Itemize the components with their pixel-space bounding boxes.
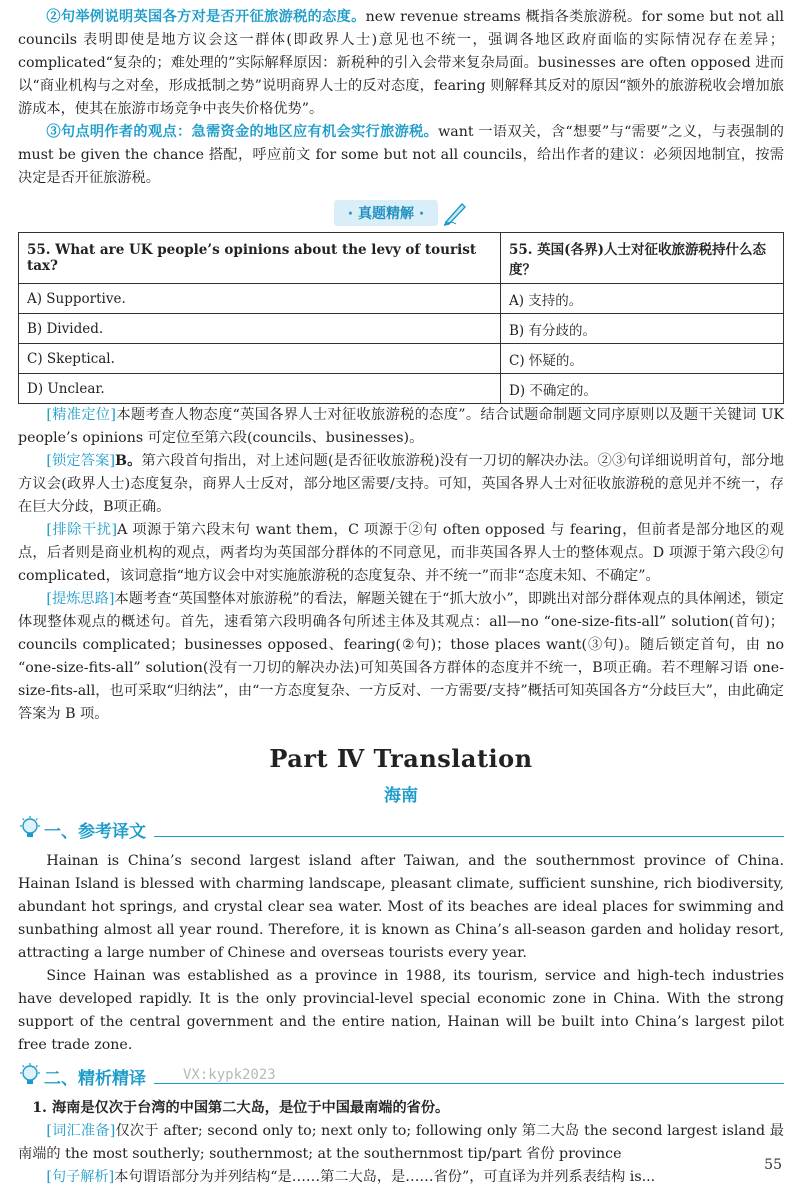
locate-tag: [精准定位]	[46, 407, 116, 423]
option-en: D) Unclear.	[19, 374, 501, 404]
option-zh: B) 有分歧的。	[501, 314, 784, 344]
analysis-answer	[18, 450, 784, 519]
method-tag: [提炼思路]	[46, 591, 115, 607]
option-zh: A) 支持的。	[501, 284, 784, 314]
section-1-rule	[154, 836, 784, 837]
analysis-method	[18, 588, 784, 726]
lightbulb-icon	[18, 815, 42, 843]
item-title: 1. 海南是仅次于台湾的中国第二大岛，是位于中国最南端的省份。	[32, 1100, 450, 1116]
exclude-tag: [排除干扰]	[46, 522, 118, 538]
option-en: C) Skeptical.	[19, 344, 501, 374]
answer-text: 第六段首句指出，对上述问题(是否征收旅游税)没有一刀切的解决办法。②③句详细说明首句，部分地方议会(政界人士)态度复杂，商界人士反对，部分地区需要/支持。可知，英国各界人士对征收旅游税的意见并不统一，存在巨大分歧，B项正确。	[18, 453, 784, 515]
syntax-text: 本句谓语部分为并列结构“是……第二大岛，是……省份”，可直译为并列系表结构 is...	[114, 1169, 656, 1185]
translation-paragraph-1: Hainan is China’s second largest island after Taiwan, and the southernmost province of China. Hainan Island is blessed with charming landscape, pleasant climate, sufficient sunshine, rich biodiversity, abundant hot springs, and crystal clear sea water. Most of its beaches are ideal places for swimming and sunbathing almost all year round. Therefore, it is known as China’s all-season garden and holiday resort, attracting a large number of Chinese and overseas tourists every year.	[18, 853, 784, 961]
table-row	[19, 374, 784, 404]
locate-text: 本题考查人物态度“英国各界人士对征收旅游税的态度”。结合试题命制题文同序原则以及题干关键词 UK people’s opinions 可定位至第六段(councils、businesses)。	[18, 407, 785, 446]
option-zh: C) 怀疑的。	[501, 344, 784, 374]
watermark-text: VX:kypk2023	[183, 1067, 276, 1083]
analysis-locate	[18, 404, 784, 450]
intro-lead-2: ③句点明作者的观点：急需资金的地区应有机会实行旅游税。	[46, 124, 439, 140]
method-text: 本题考查“英国整体对旅游税”的看法，解题关键在于“抓大放小”，即跳出对部分群体观点的具体阐述，锁定体现整体观点的概述句。首先，速看第六段明确各句所述主体及其观点：all—no “one-size-fits-all” solution(首句)；councils complicated；businesses opposed、fearing(②句)；those places want(③句)。随后锁定首句，由 no “one-size-fits-all” solution(没有一刀切的解决办法)可知英国各方群体的态度并不统一，B项正确。若不理解习语 one-size-fits-all，也可采取“归纳法”，由“一方态度复杂、一方反对、一方需要/支持”概括可知英国各方“分歧巨大”，由此确定答案为 B 项。	[18, 591, 784, 722]
table-header-row	[19, 233, 784, 284]
intro-text-2: want 一语双关，含“想要”与“需要”之义，与表强制的 must be given the chance 搭配，呼应前文 for some but not all councils，给出作者的建议：必须因地制宜，按需决定是否开征旅游税。	[18, 124, 784, 186]
option-en: B) Divided.	[19, 314, 501, 344]
answer-tag: [锁定答案]	[46, 453, 116, 469]
table-row	[19, 344, 784, 374]
part-title: Part Ⅳ Translation	[269, 744, 533, 773]
answer-letter: B。	[115, 453, 142, 469]
question-table	[18, 232, 784, 404]
section-1-label: 一、参考译文	[44, 821, 146, 842]
vocab-tag: [词汇准备]	[46, 1123, 116, 1139]
translation-paragraph-2: Since Hainan was established as a province in 1988, its tourism, service and high-tech industries have developed rapidly. It is the only provincial-level special economic zone in China. With the strong support of the central government and the entire nation, Hainan will be built into China’s largest pilot free trade zone.	[18, 968, 784, 1053]
pen-icon	[442, 200, 468, 226]
syntax-tag: [句子解析]	[46, 1169, 115, 1185]
section-banner	[18, 200, 784, 226]
table-row	[19, 284, 784, 314]
question-en: 55. What are UK people’s opinions about the levy of tourist tax?	[19, 233, 501, 284]
vocab-paragraph	[18, 1120, 784, 1166]
intro-lead-1: ②句举例说明英国各方对是否开征旅游税的态度。	[46, 9, 366, 25]
option-en: A) Supportive.	[19, 284, 501, 314]
banner-label: · 真题精解 ·	[334, 200, 438, 226]
section-2-label: 二、精析精译	[44, 1068, 146, 1089]
syntax-paragraph	[18, 1166, 784, 1189]
section-1-header	[18, 814, 784, 844]
option-zh: D) 不确定的。	[501, 374, 784, 404]
page-content	[18, 6, 784, 1189]
exclude-text: A 项源于第六段末句 want them，C 项源于②句 often opposed 与 fearing，但前者是部分地区的观点，后者则是商业机构的观点，两者均为英国部分群体的不同意见，而非英国各界人士的整体观点。D 项源于第六段②句 complicated，该词意指“地方议会中对实施旅游税的态度复杂、并不统一”而非“态度未知、不确定”。	[18, 522, 784, 584]
region-title: 海南	[384, 786, 418, 806]
lightbulb-icon	[18, 1062, 42, 1090]
analysis-exclude	[18, 519, 784, 588]
page-number: 55	[764, 1157, 782, 1173]
section-2-header	[18, 1061, 784, 1091]
intro-paragraph-1	[18, 6, 784, 121]
intro-paragraph-2	[18, 121, 784, 190]
vocab-text: 仅次于 after; second only to; next only to; following only 第二大岛 the second largest island 最南端的 the most southerly; southernmost; at the southernmost tip/part 省份 province	[18, 1123, 784, 1162]
question-zh: 55. 英国(各界)人士对征收旅游税持什么态度？	[501, 233, 784, 284]
intro-text-1: new revenue streams 概指各类旅游税。for some but not all councils 表明即使是地方议会这一群体(即政界人士)意见也不统一，强调各地区政府面临的实际情况存在差异；complicated“复杂的；难处理的”实际解释原因：新税种的引入会带来复杂局面。businesses are often opposed 进而以“商业机构与之对垒，形成抵制之势”说明商界人士的反对态度，fearing 则解释其反对的原因“额外的旅游税收会增加旅游成本，使其在旅游市场竞争中丧失价格优势”。	[18, 9, 784, 117]
table-row	[19, 314, 784, 344]
